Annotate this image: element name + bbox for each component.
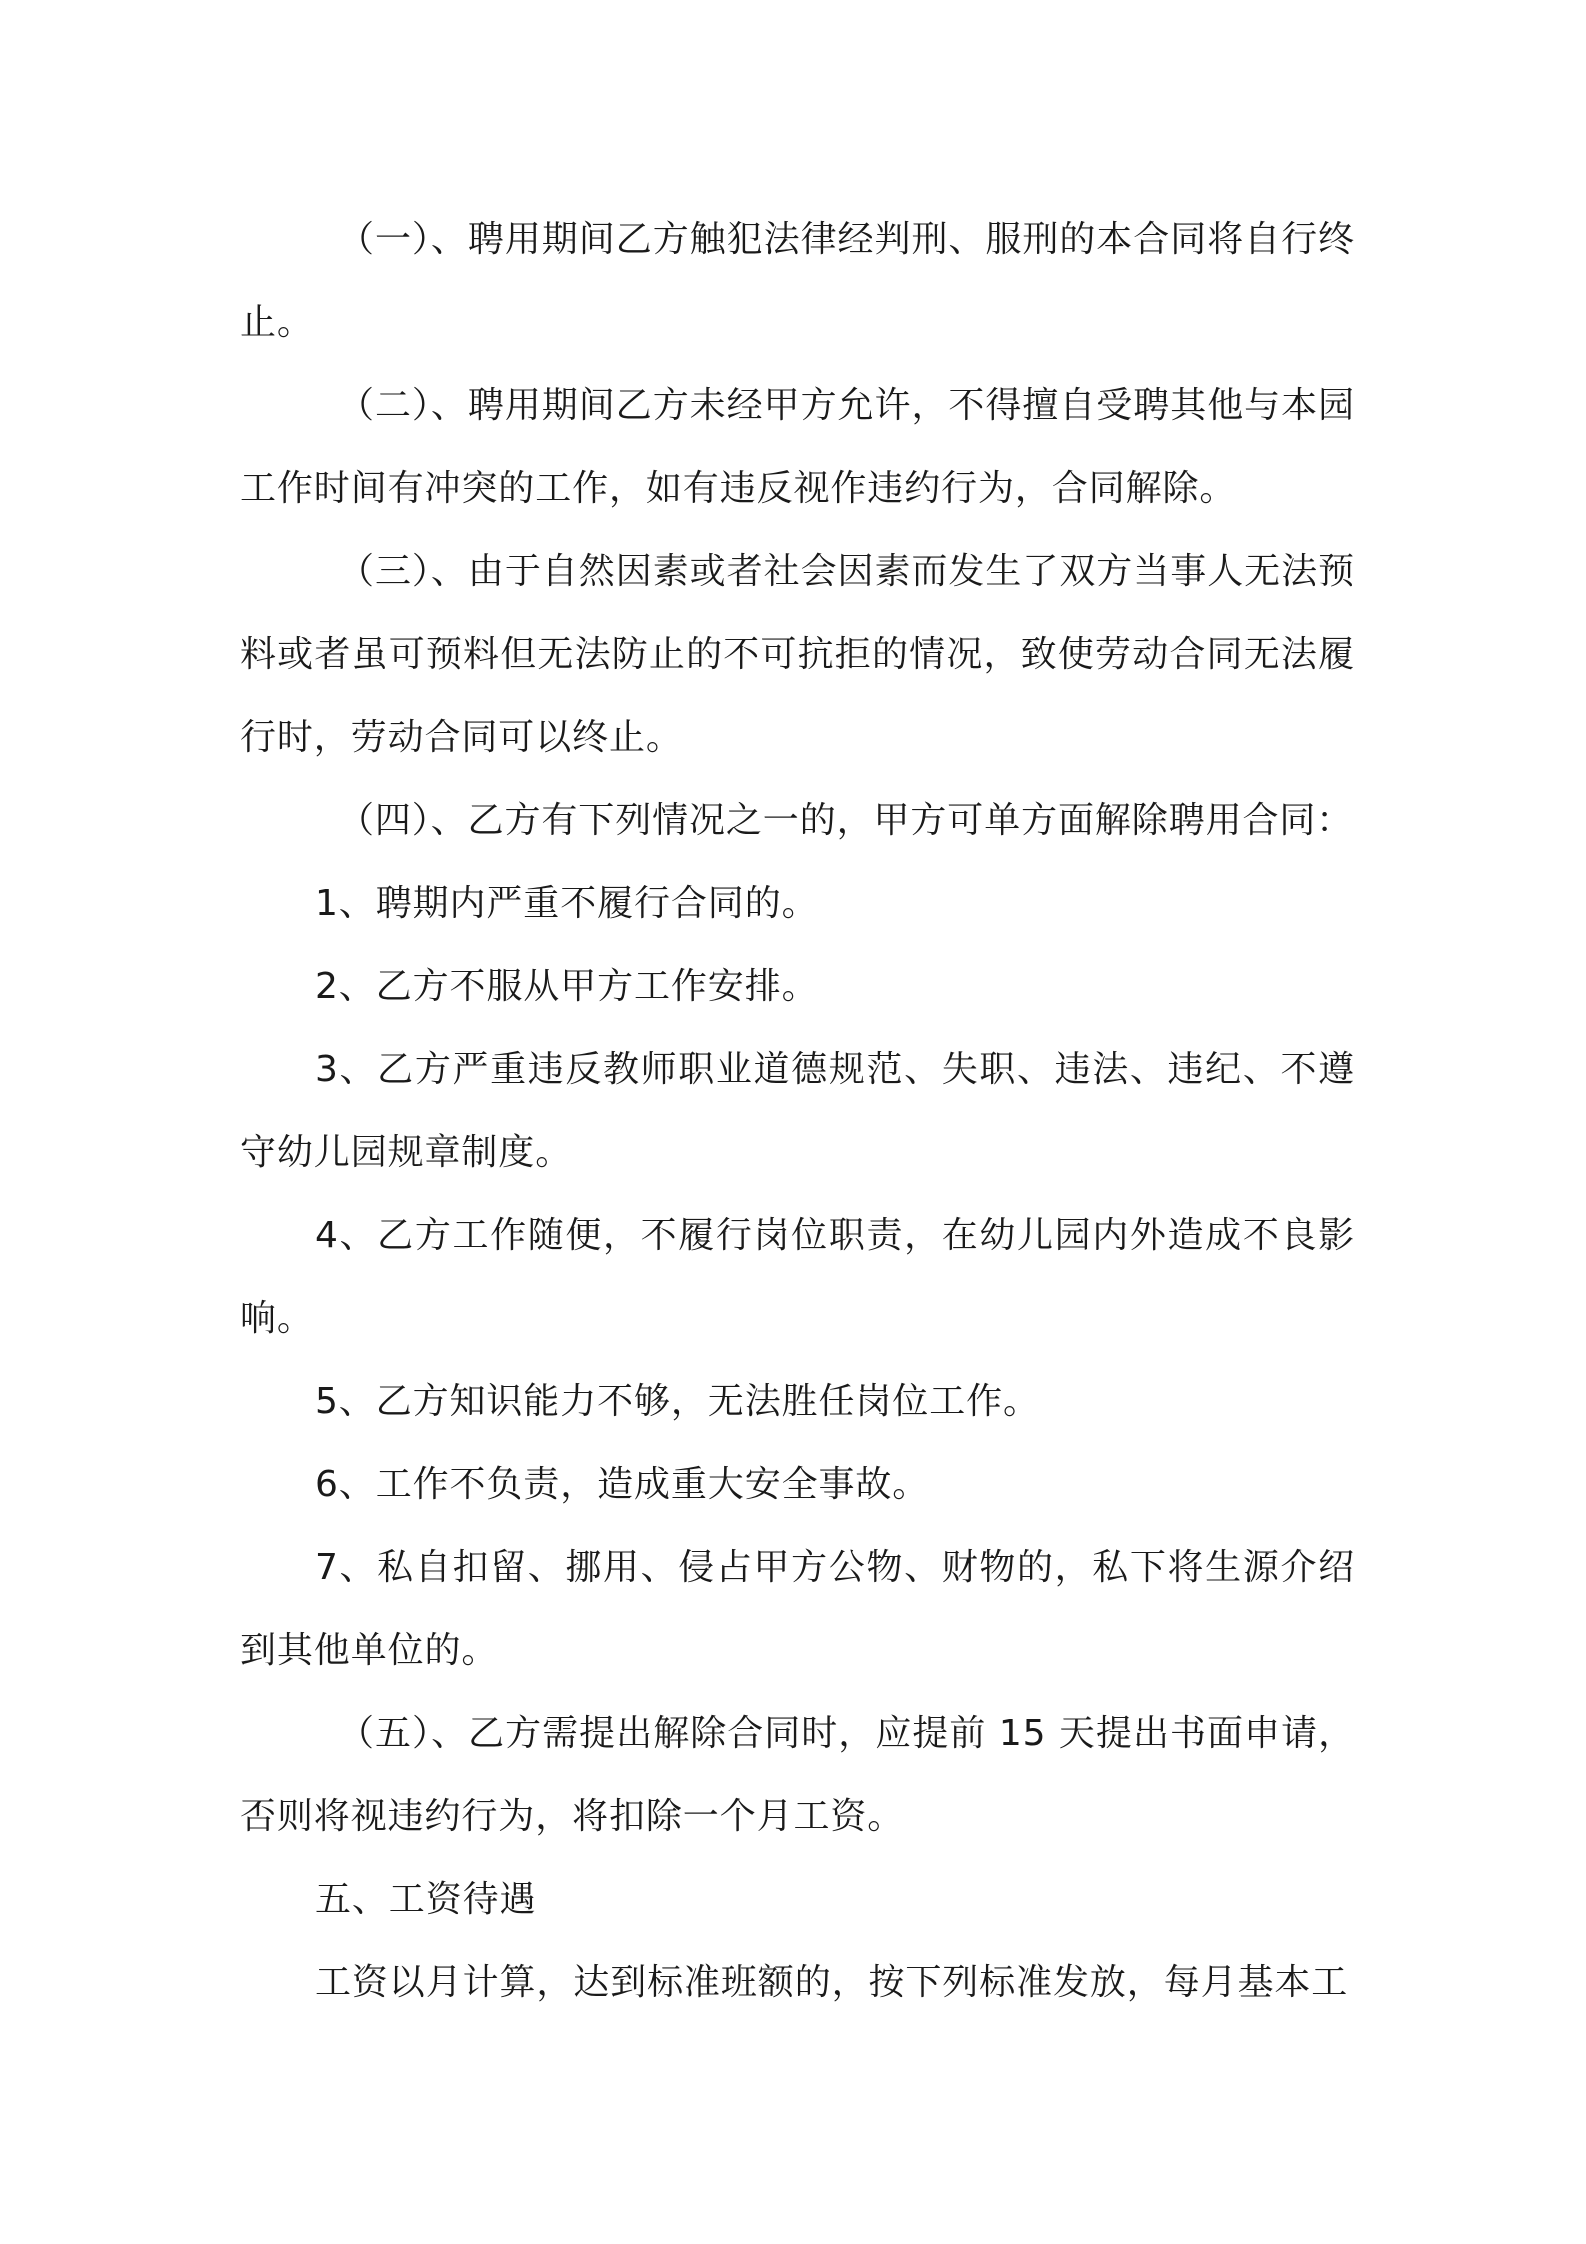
clause-1-paragraph: （一）、聘用期间乙方触犯法律经判刑、服刑的本合同将自行终止。 <box>240 219 1355 343</box>
list-item-6: 6、工作不负责，造成重大安全事故。 <box>315 1464 930 1505</box>
clause-3-paragraph: （三）、由于自然因素或者社会因素而发生了双方当事人无法预料或者虽可预料但无法防止的不可抗拒的情况，致使劳动合同无法履行时，劳动合同可以终止。 <box>240 551 1355 758</box>
clause-5-paragraph: （五）、乙方需提出解除合同时，应提前 15 天提出书面申请，否则将视违约行为，将扣除一个月工资。 <box>240 1713 1355 1837</box>
salary-paragraph: 工资以月计算，达到标准班额的，按下列标准发放，每月基本工 <box>315 1962 1349 2003</box>
list-item-3: 3、乙方严重违反教师职业道德规范、失职、违法、违纪、不遵守幼儿园规章制度。 <box>240 1049 1355 1173</box>
clause-4-paragraph: （四）、乙方有下列情况之一的，甲方可单方面解除聘用合同： <box>338 800 1354 841</box>
list-item-5: 5、乙方知识能力不够，无法胜任岗位工作。 <box>315 1381 1040 1422</box>
section-heading-salary: 五、工资待遇 <box>315 1879 537 1920</box>
document-body <box>240 198 1355 2024</box>
list-item-2: 2、乙方不服从甲方工作安排。 <box>315 966 819 1007</box>
list-item-7: 7、私自扣留、挪用、侵占甲方公物、财物的，私下将生源介绍到其他单位的。 <box>240 1547 1355 1671</box>
clause-2-paragraph: （二）、聘用期间乙方未经甲方允许，不得擅自受聘其他与本园工作时间有冲突的工作，如有违反视作违约行为，合同解除。 <box>240 385 1355 509</box>
list-item-1: 1、聘期内严重不履行合同的。 <box>315 883 819 924</box>
list-item-4: 4、乙方工作随便，不履行岗位职责，在幼儿园内外造成不良影响。 <box>240 1215 1355 1339</box>
